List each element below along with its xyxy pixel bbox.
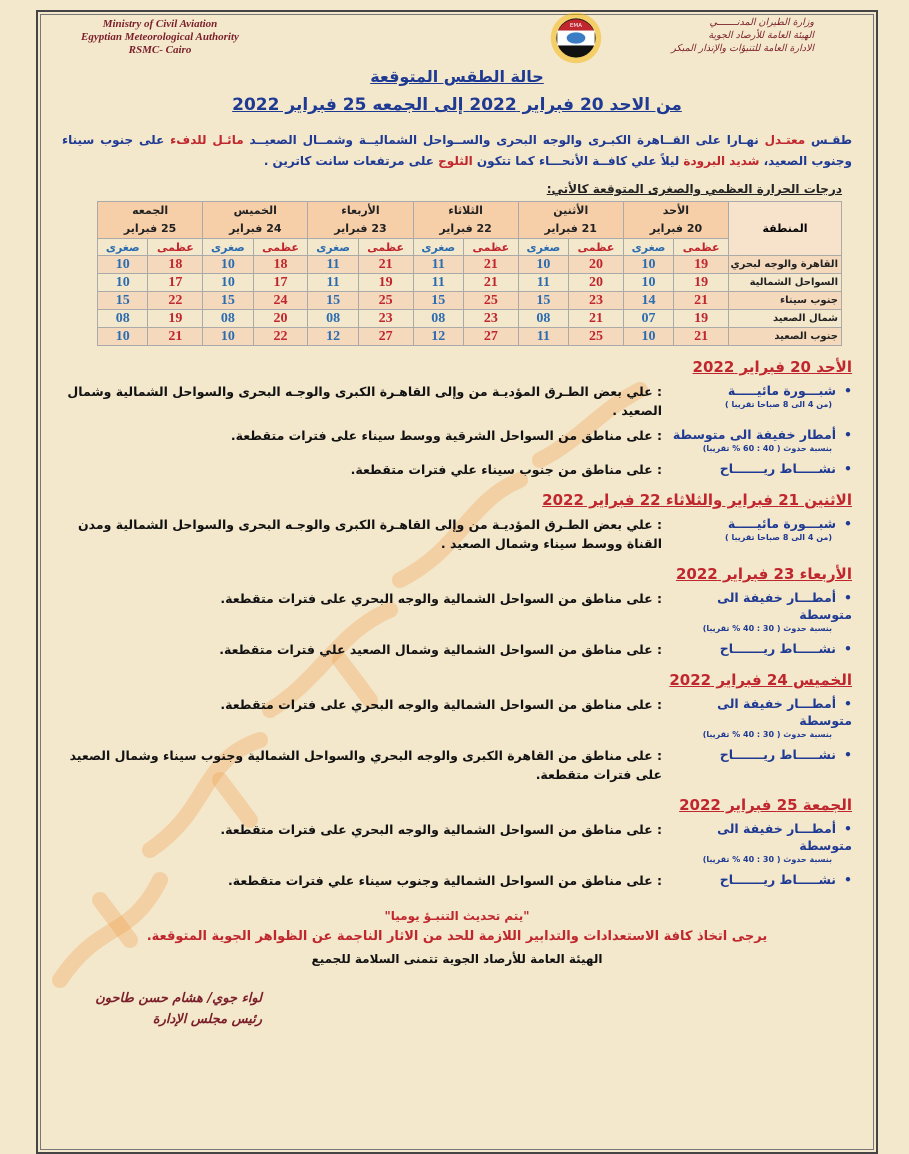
intro-text: نهـارا على القــاهرة الكبـرى والوجه البحرى والســواحل الشماليــة وشمــال الصعيــد (243, 133, 765, 147)
min-temp-cell: 10 (518, 256, 568, 274)
phenomenon-note: (من 4 الى 8 صباحا تقريبا ) (725, 400, 832, 409)
phenomenon-label (672, 746, 852, 763)
min-temp-cell: 11 (518, 328, 568, 346)
forecast-item (62, 640, 852, 659)
day-date: 22 فبراير (439, 222, 492, 235)
bullet-icon: • (844, 641, 852, 656)
min-temp-cell: 08 (98, 310, 148, 328)
phenomenon-name: نشـــــاط ريـــــــاح (719, 747, 836, 762)
phenomenon-note: (من 4 الى 8 صباحا تقريبا ) (725, 533, 832, 542)
authority-en: Egyptian Meteorological Authority (81, 31, 239, 43)
max-temp-cell: 25 (569, 328, 624, 346)
intro-text: ليلاً علي كافــة الأنحـــاء كما تتكون (472, 154, 684, 168)
min-label: صغرى (518, 239, 568, 256)
max-temp-cell: 20 (569, 256, 624, 274)
bullet-icon: • (844, 872, 852, 887)
phenomenon-name: نشـــــاط ريـــــــاح (719, 461, 836, 476)
max-temp-cell: 27 (358, 328, 413, 346)
ministry-en: Ministry of Civil Aviation (102, 18, 218, 30)
phenomenon-note: بنسبة حدوث ( 30 : 40 % تقريبا) (702, 624, 832, 633)
max-label: عظمى (253, 239, 308, 256)
forecast-item (62, 746, 852, 784)
forecast-section (62, 671, 852, 784)
table-row (98, 256, 842, 274)
day-name: الأثنين (553, 204, 589, 217)
day-header (203, 202, 308, 239)
bullet-icon: • (844, 461, 852, 476)
phenomenon-name: نشـــــاط ريـــــــاح (719, 641, 836, 656)
highlight-text: معتـدل (764, 133, 806, 147)
max-temp-cell: 21 (148, 328, 203, 346)
max-label: عظمى (569, 239, 624, 256)
phenomenon-name: شبـــورة مائيـــــة (727, 516, 836, 531)
day-date: 21 فبراير (544, 222, 597, 235)
day-header (98, 202, 203, 239)
min-temp-cell: 12 (308, 328, 358, 346)
min-temp-cell: 15 (308, 292, 358, 310)
max-temp-cell: 19 (674, 310, 729, 328)
intro-paragraph (62, 130, 852, 172)
min-temp-cell: 08 (308, 310, 358, 328)
max-temp-cell: 21 (674, 328, 729, 346)
forecast-section (62, 796, 852, 890)
day-date: 25 فبراير (123, 222, 177, 235)
day-name: الثلاثاء (448, 204, 483, 217)
bullet-icon: • (844, 747, 852, 762)
max-temp-cell: 23 (569, 292, 624, 310)
min-label: صغرى (98, 239, 148, 256)
bullet-icon: • (844, 821, 852, 836)
intro-text: على مرتفعات سانت كاترين . (263, 154, 439, 168)
day-header (413, 202, 518, 239)
forecast-item (62, 589, 852, 634)
signature-name: لواء جوي/ هشام حسن طاحون (95, 991, 262, 1006)
region-cell: السواحل الشمالية (729, 274, 842, 292)
forecast-item (62, 695, 852, 740)
phenomenon-description: : علي بعض الطـرق المؤديـة من وإلى القاهـرة الكبرى والوجـه البحرى والسواحل الشمالية وشمال الصعيد . (67, 384, 662, 418)
min-temp-cell: 11 (518, 274, 568, 292)
min-temp-cell: 15 (98, 292, 148, 310)
day-header (308, 202, 413, 239)
max-temp-cell: 21 (463, 274, 518, 292)
intro-text: طقـس (805, 133, 853, 147)
max-temp-cell: 18 (148, 256, 203, 274)
page-title: حالة الطقس المتوقعة (370, 67, 544, 86)
phenomenon-note: بنسبة حدوث ( 40 : 60 % تقريبا) (702, 444, 832, 453)
phenomenon-label (672, 695, 852, 740)
ministry-ar: وزارة الطيران المدنـــــــي (709, 17, 814, 28)
max-label: عظمى (358, 239, 413, 256)
day-name: الأربعاء (341, 204, 380, 217)
bullet-icon: • (844, 427, 852, 442)
day-header (518, 202, 623, 239)
min-temp-cell: 08 (203, 310, 253, 328)
forecast-item (62, 382, 852, 420)
table-row (98, 328, 842, 346)
forecast-section (62, 358, 852, 479)
authority-ar: الهيئة العامة للأرصاد الجوية (708, 30, 814, 41)
min-temp-cell: 12 (413, 328, 463, 346)
day-heading: الاثنين 21 فبراير والثلاثاء 22 فبراير 2022 (542, 491, 852, 509)
footer (62, 906, 852, 970)
phenomenon-name: أمطار خفيفة الى متوسطة (672, 427, 836, 442)
day-date: 24 فبراير (229, 222, 282, 235)
department-ar: الادارة العامة للتنبؤات والإنذار المبكر (671, 43, 814, 54)
phenomenon-label (672, 589, 852, 634)
max-temp-cell: 19 (674, 274, 729, 292)
max-temp-cell: 27 (463, 328, 518, 346)
min-temp-cell: 15 (518, 292, 568, 310)
forecast-item (62, 426, 852, 454)
phenomenon-description: : على مناطق من جنوب سيناء علي فترات متقطعة. (350, 462, 662, 477)
max-temp-cell: 18 (253, 256, 308, 274)
forecast-section (62, 565, 852, 659)
phenomenon-description: : على مناطق من القاهرة الكبرى والوجه البحري والسواحل الشمالية وجنوب سيناء وشمال الصعيد على فترات متقطعة. (69, 748, 662, 782)
table-row (98, 292, 842, 310)
min-temp-cell: 08 (413, 310, 463, 328)
max-temp-cell: 21 (358, 256, 413, 274)
advice-text: يرجى اتخاذ كافة الاستعدادات والتدابير اللازمة للحد من الاثار الناجمة عن الظواهر الجوية المتوقعة. (146, 929, 768, 944)
max-temp-cell: 21 (674, 292, 729, 310)
phenomenon-name: أمطـــار خفيفة الى متوسطة (717, 590, 852, 622)
min-temp-cell: 10 (203, 328, 253, 346)
max-temp-cell: 19 (148, 310, 203, 328)
date-range: من الاحد 20 فبراير 2022 إلى الجمعه 25 فبراير 2022 (232, 95, 682, 115)
max-temp-cell: 21 (569, 310, 624, 328)
min-temp-cell: 10 (623, 328, 673, 346)
logo-text: EMA (569, 22, 583, 29)
day-name: الخميس (233, 204, 277, 217)
forecast-item (62, 820, 852, 865)
forecast-item (62, 871, 852, 890)
max-temp-cell: 21 (463, 256, 518, 274)
max-temp-cell: 17 (253, 274, 308, 292)
temperature-table (97, 201, 842, 346)
min-label: صغرى (623, 239, 673, 256)
safety-wish: الهيئة العامة للأرصاد الجوية تتمنى السلامة للجميع (311, 952, 603, 966)
phenomenon-description: : على مناطق من السواحل الشمالية والوجه البحري على فترات متقطعة. (220, 591, 662, 606)
bullet-icon: • (844, 696, 852, 711)
min-temp-cell: 10 (98, 274, 148, 292)
table-caption: درجات الحرارة العظمي والصغرى المتوقعة كالأتي: (546, 182, 842, 196)
max-temp-cell: 25 (358, 292, 413, 310)
region-cell: شمال الصعيد (729, 310, 842, 328)
min-temp-cell: 10 (98, 256, 148, 274)
rsmc-en: RSMC- Cairo (128, 44, 192, 56)
phenomenon-description: : على مناطق من السواحل الشمالية والوجه البحري على فترات متقطعة. (220, 822, 662, 837)
min-temp-cell: 10 (623, 256, 673, 274)
bullet-icon: • (844, 383, 852, 398)
phenomenon-note: بنسبة حدوث ( 30 : 40 % تقريبا) (702, 855, 832, 864)
forecast-sections (62, 358, 852, 890)
min-temp-cell: 10 (98, 328, 148, 346)
min-temp-cell: 15 (413, 292, 463, 310)
highlight-text: مائـل للدفء (170, 133, 244, 147)
day-heading: الجمعة 25 فبراير 2022 (679, 796, 852, 814)
table-header-row (98, 202, 842, 239)
forecast-section (62, 491, 852, 553)
phenomenon-description: : على مناطق من السواحل الشمالية وشمال الصعيد علي فترات متقطعة. (219, 642, 662, 657)
day-heading: الخميس 24 فبراير 2022 (669, 671, 852, 689)
phenomenon-label (672, 871, 852, 888)
bullet-icon: • (844, 516, 852, 531)
min-temp-cell: 10 (203, 256, 253, 274)
day-heading: الأربعاء 23 فبراير 2022 (675, 565, 852, 583)
phenomenon-description: : على مناطق من السواحل الشمالية وجنوب سيناء علي فترات متقطعة. (228, 873, 662, 888)
phenomenon-name: شبـــورة مائيـــــة (727, 383, 836, 398)
max-temp-cell: 20 (253, 310, 308, 328)
min-temp-cell: 07 (623, 310, 673, 328)
min-temp-cell: 11 (308, 274, 358, 292)
day-heading: الأحد 20 فبراير 2022 (692, 358, 852, 376)
max-temp-cell: 19 (674, 256, 729, 274)
highlight-text: الثلوج (438, 154, 473, 168)
min-label: صغرى (308, 239, 358, 256)
highlight-text: شديد البرودة (683, 154, 760, 168)
min-temp-cell: 14 (623, 292, 673, 310)
signature (62, 988, 262, 1030)
phenomenon-label (672, 640, 852, 657)
region-cell: جنوب سيناء (729, 292, 842, 310)
phenomenon-note: بنسبة حدوث ( 30 : 40 % تقريبا) (702, 730, 832, 739)
header-english (60, 18, 260, 57)
day-header (623, 202, 728, 239)
min-temp-cell: 11 (413, 274, 463, 292)
max-label: عظمى (148, 239, 203, 256)
region-header: المنطقة (729, 202, 842, 256)
max-temp-cell: 19 (358, 274, 413, 292)
min-label: صغرى (203, 239, 253, 256)
max-temp-cell: 25 (463, 292, 518, 310)
phenomenon-label (672, 382, 852, 410)
max-temp-cell: 20 (569, 274, 624, 292)
phenomenon-description: : على مناطق من السواحل الشرقية ووسط سيناء على فترات متقطعة. (230, 428, 662, 443)
day-name: الأحد (662, 204, 690, 217)
day-date: 23 فبراير (334, 222, 387, 235)
phenomenon-label (672, 515, 852, 543)
forecast-item (62, 515, 852, 553)
document-body (62, 66, 852, 1030)
min-temp-cell: 10 (623, 274, 673, 292)
max-temp-cell: 22 (253, 328, 308, 346)
phenomenon-label (672, 820, 852, 865)
max-temp-cell: 22 (148, 292, 203, 310)
max-label: عظمى (463, 239, 518, 256)
max-label: عظمى (674, 239, 729, 256)
day-date: 20 فبراير (649, 222, 703, 235)
header-arabic (584, 16, 814, 55)
phenomenon-name: أمطـــار خفيفة الى متوسطة (717, 821, 852, 853)
forecast-item (62, 460, 852, 479)
bullet-icon: • (844, 590, 852, 605)
day-name: الجمعه (132, 204, 169, 217)
min-label: صغرى (413, 239, 463, 256)
phenomenon-name: أمطـــار خفيفة الى متوسطة (717, 696, 852, 728)
min-temp-cell: 08 (518, 310, 568, 328)
phenomenon-description: : على مناطق من السواحل الشمالية والوجه البحري على فترات متقطعة. (220, 697, 662, 712)
min-temp-cell: 10 (203, 274, 253, 292)
max-temp-cell: 17 (148, 274, 203, 292)
update-note: "يتم تحديث التنبـؤ يوميا" (384, 909, 530, 923)
min-temp-cell: 11 (413, 256, 463, 274)
max-temp-cell: 24 (253, 292, 308, 310)
table-row (98, 274, 842, 292)
phenomenon-description: : علي بعض الطـرق المؤديـة من وإلى القاهـرة الكبرى والوجـه البحرى والسواحل الشمالية ومدن القناة ووسط سيناء وشمال الصعيد . (78, 517, 662, 551)
table-row (98, 310, 842, 328)
phenomenon-label (672, 460, 852, 477)
region-cell: القاهرة والوجه لبحري (729, 256, 842, 274)
max-temp-cell: 23 (358, 310, 413, 328)
min-temp-cell: 15 (203, 292, 253, 310)
signature-title: رئيس مجلس الإدارة (152, 1012, 262, 1027)
region-cell: جنوب الصعيد (729, 328, 842, 346)
phenomenon-label (672, 426, 852, 454)
min-temp-cell: 11 (308, 256, 358, 274)
intro-text: على جنوب سيناء وجنوب الصعيد، (62, 133, 852, 168)
phenomenon-name: نشـــــاط ريـــــــاح (719, 872, 836, 887)
max-temp-cell: 23 (463, 310, 518, 328)
